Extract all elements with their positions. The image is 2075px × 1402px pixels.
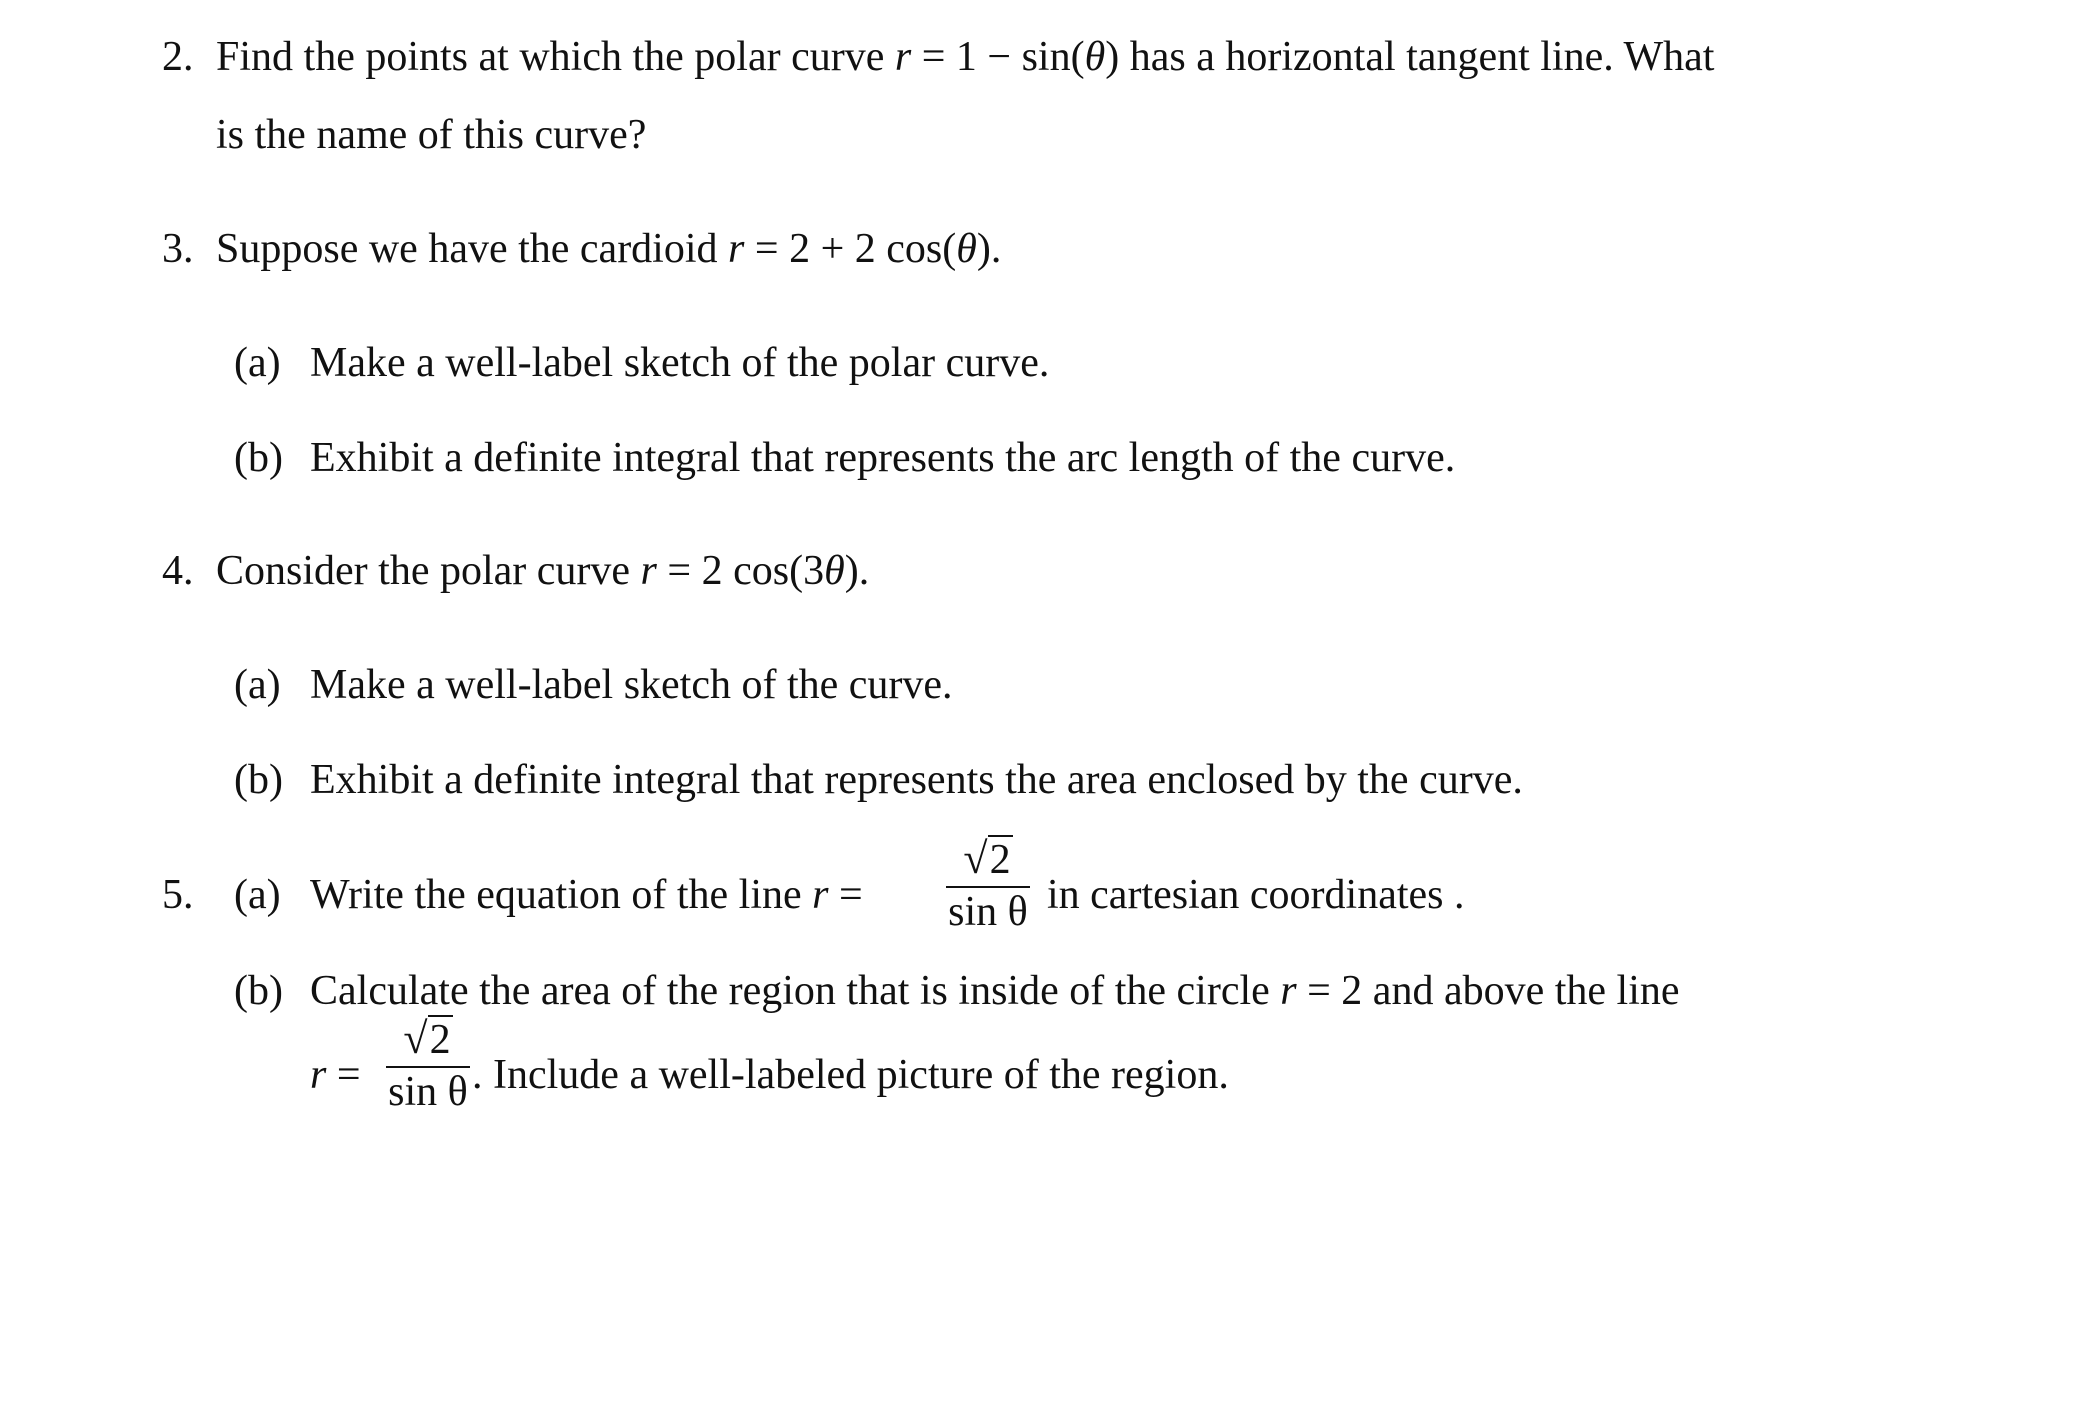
fraction-bar [946, 886, 1030, 888]
fraction-bar [386, 1066, 470, 1068]
problem-3-math-var: r [728, 226, 745, 272]
problem-3-part-b-label: (b) [234, 435, 283, 481]
problem-5-part-a-end [1047, 874, 1465, 916]
problem-5-part-b-var-2: r [310, 1052, 327, 1098]
problem-4-text: Consider the polar curve [216, 548, 641, 594]
problem-3-math-eq: = 2 + 2 cos( [744, 226, 957, 272]
problem-3-part-b [234, 435, 1456, 481]
problem-3-math-theta: θ [956, 226, 977, 272]
problem-2-math-eq: = 1 − sin( [911, 34, 1085, 80]
problem-5-part-b [234, 968, 1680, 1014]
problem-5-part-b-frac-den: sin θ [388, 1069, 468, 1115]
problem-4-part-b-text: Exhibit a definite integral that represents the area enclosed by the curve. [310, 757, 1523, 803]
problem-2-line-2 [216, 114, 646, 156]
problem-2-number: 2. [162, 34, 194, 80]
problem-5-part-a-text: Write the equation of the line [310, 872, 813, 918]
problem-4-part-b-label: (b) [234, 757, 283, 803]
problem-2-math-close: ) [1105, 34, 1120, 80]
problem-3-part-a-text: Make a well-label sketch of the polar curve. [310, 340, 1050, 386]
problem-4-part-b [234, 757, 1523, 803]
problem-3-number: 3. [162, 226, 194, 272]
problem-5-part-b-var: r [1280, 968, 1297, 1014]
problem-5-part-a-frac-num: 2 [989, 837, 1011, 883]
problem-2-text-end: has a horizontal tangent line. What [1119, 34, 1715, 80]
problem-4-math-var: r [640, 548, 657, 594]
problem-4-part-a-text: Make a well-label sketch of the curve. [310, 662, 953, 708]
problem-5-number: 5. [162, 872, 194, 918]
problem-5-part-a-frac-den: sin θ [948, 889, 1028, 935]
problem-2-text-line-2: is the name of this curve? [216, 112, 647, 158]
problem-4-part-a [234, 662, 953, 708]
problem-4-math-eq: = 2 cos(3 [656, 548, 825, 594]
problem-5-part-b-text: Calculate the area of the region that is inside of the circle [310, 968, 1281, 1014]
problem-3-text: Suppose we have the cardioid [216, 226, 729, 272]
problem-5-part-a-end-text: in cartesian coordinates . [1047, 872, 1465, 918]
problem-4-math-close: ). [844, 548, 870, 594]
sqrt-symbol: √ [963, 834, 988, 883]
problem-5-part-b-label: (b) [234, 968, 283, 1014]
problem-4-part-a-label: (a) [234, 662, 281, 708]
problem-5-part-b-fraction [386, 1016, 470, 1114]
problem-5-part-b-end [472, 1054, 1229, 1096]
problem-2-math-theta: θ [1084, 34, 1106, 80]
problem-5-part-b-frac-num: 2 [429, 1017, 451, 1063]
problem-5-part-a-eq: = [828, 872, 863, 918]
problem-2-math-var: r [894, 34, 912, 80]
problem-5-part-b-line-2 [310, 1054, 361, 1096]
sqrt-symbol: √ [403, 1014, 428, 1063]
problem-3-math-close: ). [976, 226, 1002, 272]
problem-5-part-b-end-text: . Include a well-labeled picture of the region. [472, 1052, 1229, 1098]
problem-4-math-theta: θ [824, 548, 845, 594]
problem-5-part-a-fraction [946, 836, 1030, 934]
problem-2-text: Find the points at which the polar curve [216, 34, 895, 80]
problem-5-part-b-mid: = 2 and above the line [1296, 968, 1680, 1014]
problem-5-part-a-var: r [812, 872, 829, 918]
problem-5-part-b-eq-2: = [326, 1052, 361, 1098]
problem-3-part-a-label: (a) [234, 340, 281, 386]
problem-3-part-b-text: Exhibit a definite integral that represents the arc length of the curve. [310, 435, 1456, 481]
problem-5-part-a-label: (a) [234, 872, 281, 918]
problem-3-part-a [234, 340, 1050, 386]
problem-4-number: 4. [162, 548, 194, 594]
